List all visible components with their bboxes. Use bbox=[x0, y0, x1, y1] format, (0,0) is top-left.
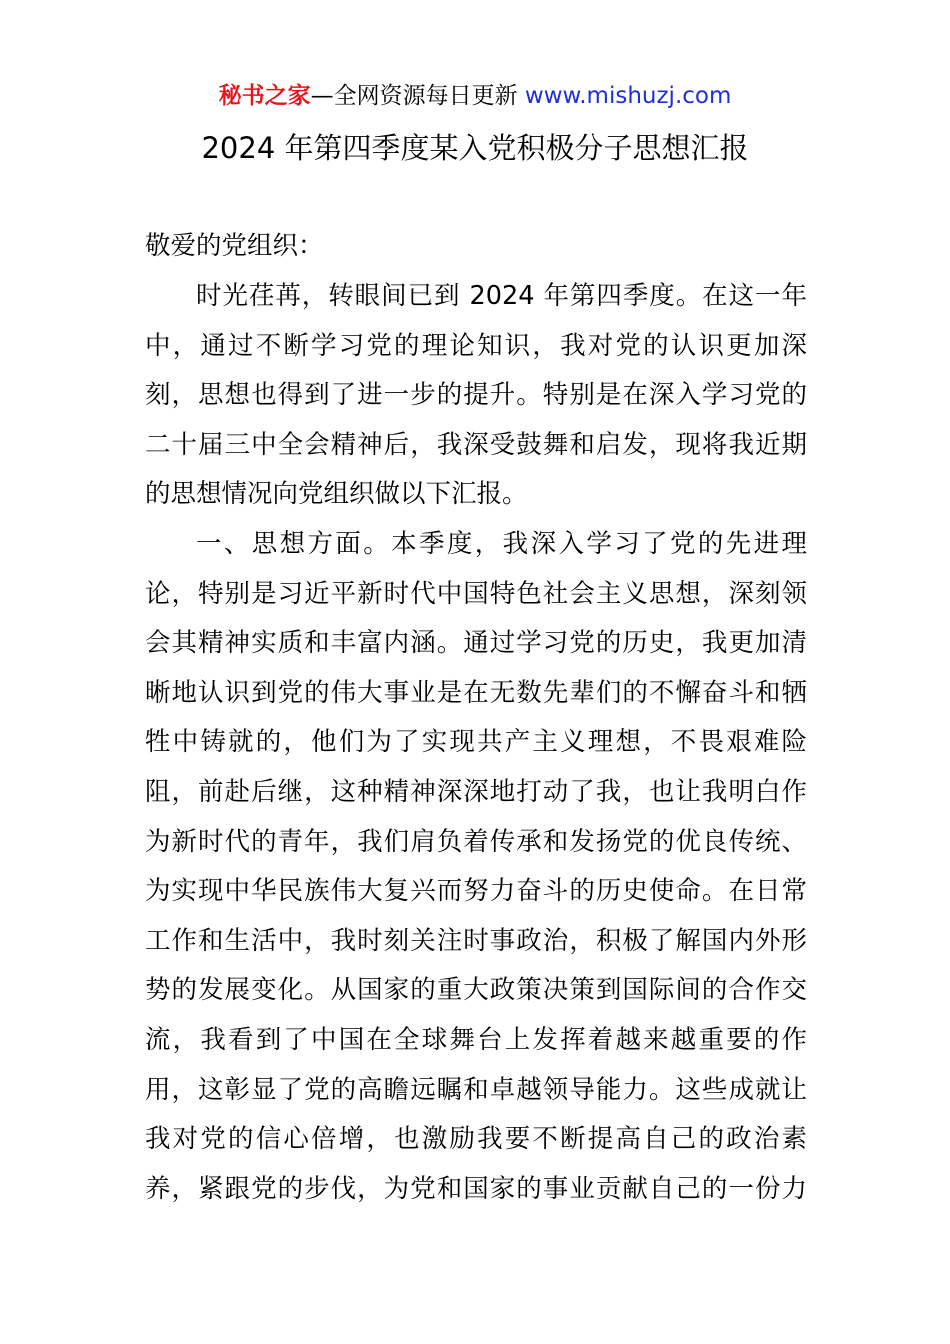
site-brand: 秘书之家 bbox=[218, 83, 311, 109]
site-tagline: —全网资源每日更新 bbox=[310, 83, 525, 109]
site-url-link[interactable]: www.mishuzj.com bbox=[524, 83, 732, 109]
document-title: 2024 年第四季度某入党积极分子思想汇报 bbox=[201, 131, 749, 165]
paragraph-2-line: 为实现中华民族伟大复兴而努力奋斗的历史使命。在日常 bbox=[145, 876, 807, 907]
paragraph-2-line: 会其精神实质和丰富内涵。通过学习党的历史，我更加清 bbox=[145, 628, 807, 659]
paragraph-2-line: 养，紧跟党的步伐，为党和国家的事业贡献自己的一份力 bbox=[145, 1173, 807, 1204]
paragraph-2-line: 晰地认识到党的伟大事业是在无数先辈们的不懈奋斗和牺 bbox=[145, 677, 807, 708]
paragraph-2-line: 阻，前赴后继，这种精神深深地打动了我，也让我明白作 bbox=[145, 776, 807, 807]
paragraph-2-line: 用，这彰显了党的高瞻远瞩和卓越领导能力。这些成就让 bbox=[145, 1074, 807, 1105]
site-header bbox=[0, 80, 950, 112]
paragraph-2-line: 工作和生活中，我时刻关注时事政治，积极了解国内外形 bbox=[145, 925, 807, 956]
paragraph-2-line: 论，特别是习近平新时代中国特色社会主义思想，深刻领 bbox=[145, 578, 807, 609]
salutation: 敬爱的党组织： bbox=[145, 231, 324, 261]
paragraph-1-line: 的思想情况向党组织做以下汇报。 bbox=[145, 479, 528, 510]
paragraph-1-line: 二十届三中全会精神后，我深受鼓舞和启发，现将我近期 bbox=[145, 429, 807, 460]
paragraph-2-line: 一、思想方面。本季度，我深入学习了党的先进理 bbox=[196, 528, 807, 559]
paragraph-2-line: 为新时代的青年，我们肩负着传承和发扬党的优良传统、 bbox=[145, 826, 807, 857]
paragraph-1-line: 中，通过不断学习党的理论知识，我对党的认识更加深 bbox=[145, 330, 807, 361]
paragraph-2-line: 我对党的信心倍增，也激励我要不断提高自己的政治素 bbox=[145, 1124, 807, 1155]
paragraph-2-line: 牲中铸就的，他们为了实现共产主义理想，不畏艰难险 bbox=[145, 727, 807, 758]
paragraph-2-line: 势的发展变化。从国家的重大政策决策到国际间的合作交 bbox=[145, 975, 807, 1006]
document-body bbox=[145, 272, 807, 1214]
paragraph-1-line: 刻，思想也得到了进一步的提升。特别是在深入学习党的 bbox=[145, 380, 807, 411]
paragraph-2-line: 流，我看到了中国在全球舞台上发挥着越来越重要的作 bbox=[145, 1024, 807, 1055]
paragraph-1-line: 时光荏苒，转眼间已到 2024 年第四季度。在这一年 bbox=[196, 281, 807, 311]
